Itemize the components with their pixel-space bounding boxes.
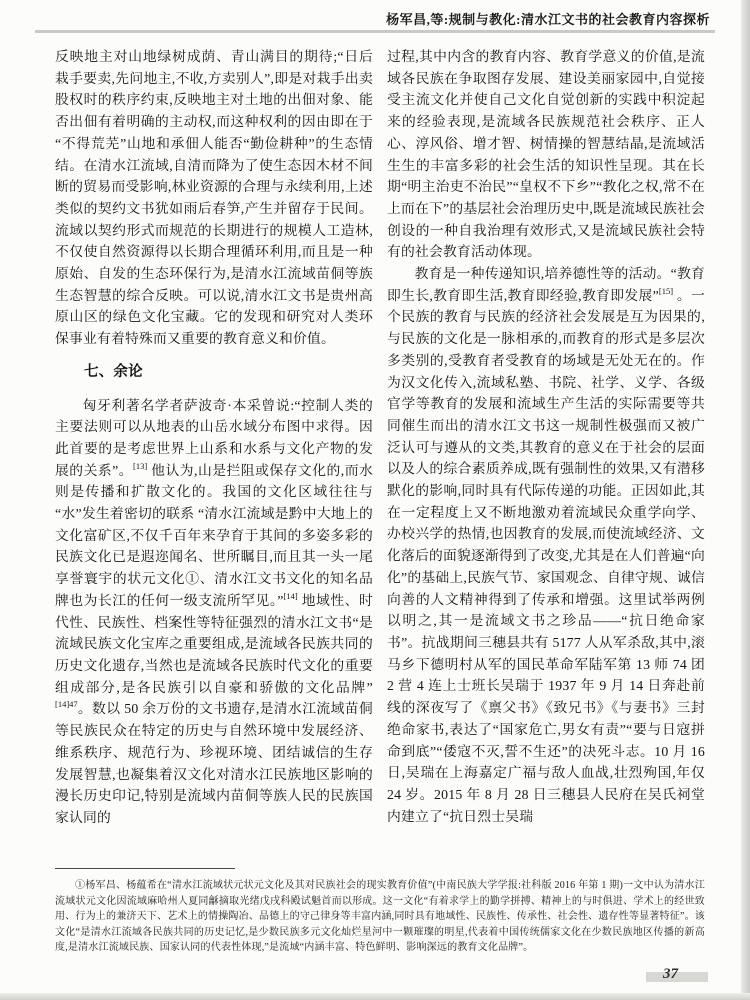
paragraph-process: 过程,其中内含的教育内容、教育学意义的价值,是流域各民族在争取图存发展、建设美丽家园中,自觉接受主流文化并使自己文化自觉创新的实践中积淀起来的经验表现,是流域各民族规范社会秩序、正人心、淳风俗、增才智、树情操的智慧结晶,是流域活生生的丰富多彩的社会生活的知识性呈现。其在长期“明主治吏不治民”“皇权不下乡”“教化之权,常不在上而在下”的基层社会治理历史中,既是流域民族社会创设的一种自我治理有效形式,又是流域民族社会特有的社会教育活动体现。	[387, 49, 705, 260]
footnote-separator-rule	[55, 868, 235, 869]
scan-edge-right	[741, 0, 750, 1000]
section-heading: 七、余论	[84, 363, 143, 380]
paragraph-conclusion: 匈牙利著名学者萨波奇·本采曾说:“控制人类的主要法则可以从地表的山岳水域分布图中求得。因此首要的是考虑世界上山系和水系与文化产物的发展的关系”。[13] 他认为,山是拦阻或保存文化的,而水则是传播和扩散文化的。我国的文化区域往往与“水”发生着密切的联系 “清水江流域是黔中大地上的文化富矿区,不仅千百年来孕育于其间的多姿多彩的民族文化已是遐迩闻名、世所瞩目,而且其一头一尾享誉寰宇的状元文化①、清水江文书文化的知名品牌也为长江的任何一级支流所罕见。”[14] 地域性、时代性、民族性、档案性等特征强烈的清水江文书“是流域民族文化宝库之重要组成,是流域各民族共同的历史文化遗存,当然也是流域各民族时代文化的重要组成部分,是各民族引以自豪和骄傲的文化品牌”$^{[14]47}$。数以 50 余万份的文书遗存,是清水江流域苗侗等民族民众在特定的历史与自然环境中发展经济、维系秩序、规范行为、珍视环境、团结诚信的生存发展智慧,也凝集着汉文化对清水江民族地区影响的漫长历史印记,特别是流域内苗侗等族人民的民族国家认同的	[55, 397, 374, 825]
scan-edge-bottom	[0, 993, 750, 1000]
page-number: 37	[663, 966, 678, 982]
paragraph-continued-from-previous-page: 反映地主对山地绿树成荫、青山满目的期待;“日后栽手要卖,先问地主,不收,方卖别人”,即是对栽手出卖股权时的秩序约束,反映地主对土地的出佃对象、能否出佃有着明确的主动权,而这种权利的因由即在于“不得荒芜”山地和承佃人能否“勤俭耕种”的生态情结。在清水江流域,自清而降为了使生态因木材不间断的贸易而受影响,林业资源的合理与永续利用,上述类似的契约文书犹如雨后春笋,产生并留存于民间。流域以契约形式而规范的长期进行的规模人工造林,不仅使自然资源得以长期合理循环利用,而且是一种原始、自发的生态环保行为,是清水江流域苗侗等族生态智慧的综合反映。可以说,清水江文书是贵州高原山区的绿色文化宝藏。它的发现和研究对人类环保事业有着特殊而又重要的教育意义和价值。	[55, 49, 373, 347]
article-columns	[55, 46, 705, 862]
paragraph-education: 教育是一种传递知识,培养德性等的活动。“教育即生长,教育即生活,教育即经验,教育即发展”[15] 。一个民族的教育与民族的经济社会发展是互为因果的,与民族的文化是一脉相承的,而教育的形式是多层次多类别的,受教育者受教育的场域是无处无在的。作为汉文化传入,流域私塾、书院、社学、义学、各级官学等教育的发展和流域生产生活的实际需要等共同催生而出的清水江文书这一规制性极强而又被广泛认可与遵从的文类,其教育的意义在于社会的层面以及人的综合素质养成,既有强制性的效果,又有潜移默化的影响,同时具有代际传递的功能。正因如此,其在一定程度上又不断地激劝着流域民众重学向学、办校兴学的热情,也因教育的发展,而使流域经济、文化落后的面貌逐渐得到了改变,尤其是在人们普遍“向化”的基础上,民族气节、家国观念、自律守规、诚信向善的人文精神得到了传承和增强。这里试举两例以明之,其一是流域文书之珍品——“抗日绝命家书”。抗战期间三穗县共有 5177 人从军杀敌,其中,滚马乡下德明村从军的国民革命军陆军第 13 师 74 团 2 营 4 连上士班长吴瑞于 1937 年 9 月 14 日奔赴前线的深夜写了《禀父书》《致兄书》《与妻书》三封绝命家书,表达了“国家危亡,男女有责”“要与日寇拼命到底”“倭寇不灭,誓不生还”的决死斗志。10 月 16 日,吴瑞在上海嘉定广福与敌人血战,壮烈殉国,年仅 24 岁。2015 年 8 月 28 日三穗县人民府在吴氏祠堂内建立了“抗日烈士吴瑞	[387, 266, 705, 824]
footnote-area	[55, 868, 705, 956]
article-content	[55, 46, 705, 956]
left-column	[55, 46, 373, 829]
header-rule	[35, 30, 715, 33]
right-column	[387, 46, 705, 827]
footnote-text: ①杨军昌、杨蕴希在“清水江流域状元状元文化及其对民族社会的现实教育价值”(中南民族大学学报:社科版 2016 年第 1 期)一文中认为清水江流域状元文化因流域麻哈州人夏同龢摘取光绪戊戌科殿试魁首而以形成。这一文化“有着求学上的勤学拼搏、精神上的与时俱进、学术上的经世致用、行为上的兼济天下、艺术上的情操陶冶、品德上的守己律身等丰富内涵,同时具有地域性、民族性、传承性、社会性、遗存性等显著特征”。该文化“是清水江流域各民族共同的历史记忆,是少数民族多元文化灿烂星河中一颗璀璨的明星,代表着中国传统儒家文化在少数民族地区传播的新高度,是清水江流域民族、国家认同的代表性体现,”是流域“内涵丰富、特色鲜明、影响深远的教育文化品牌”。	[55, 880, 705, 954]
running-head: 杨军昌,等:规制与教化:清水江文书的社会教育内容探析	[386, 12, 710, 27]
